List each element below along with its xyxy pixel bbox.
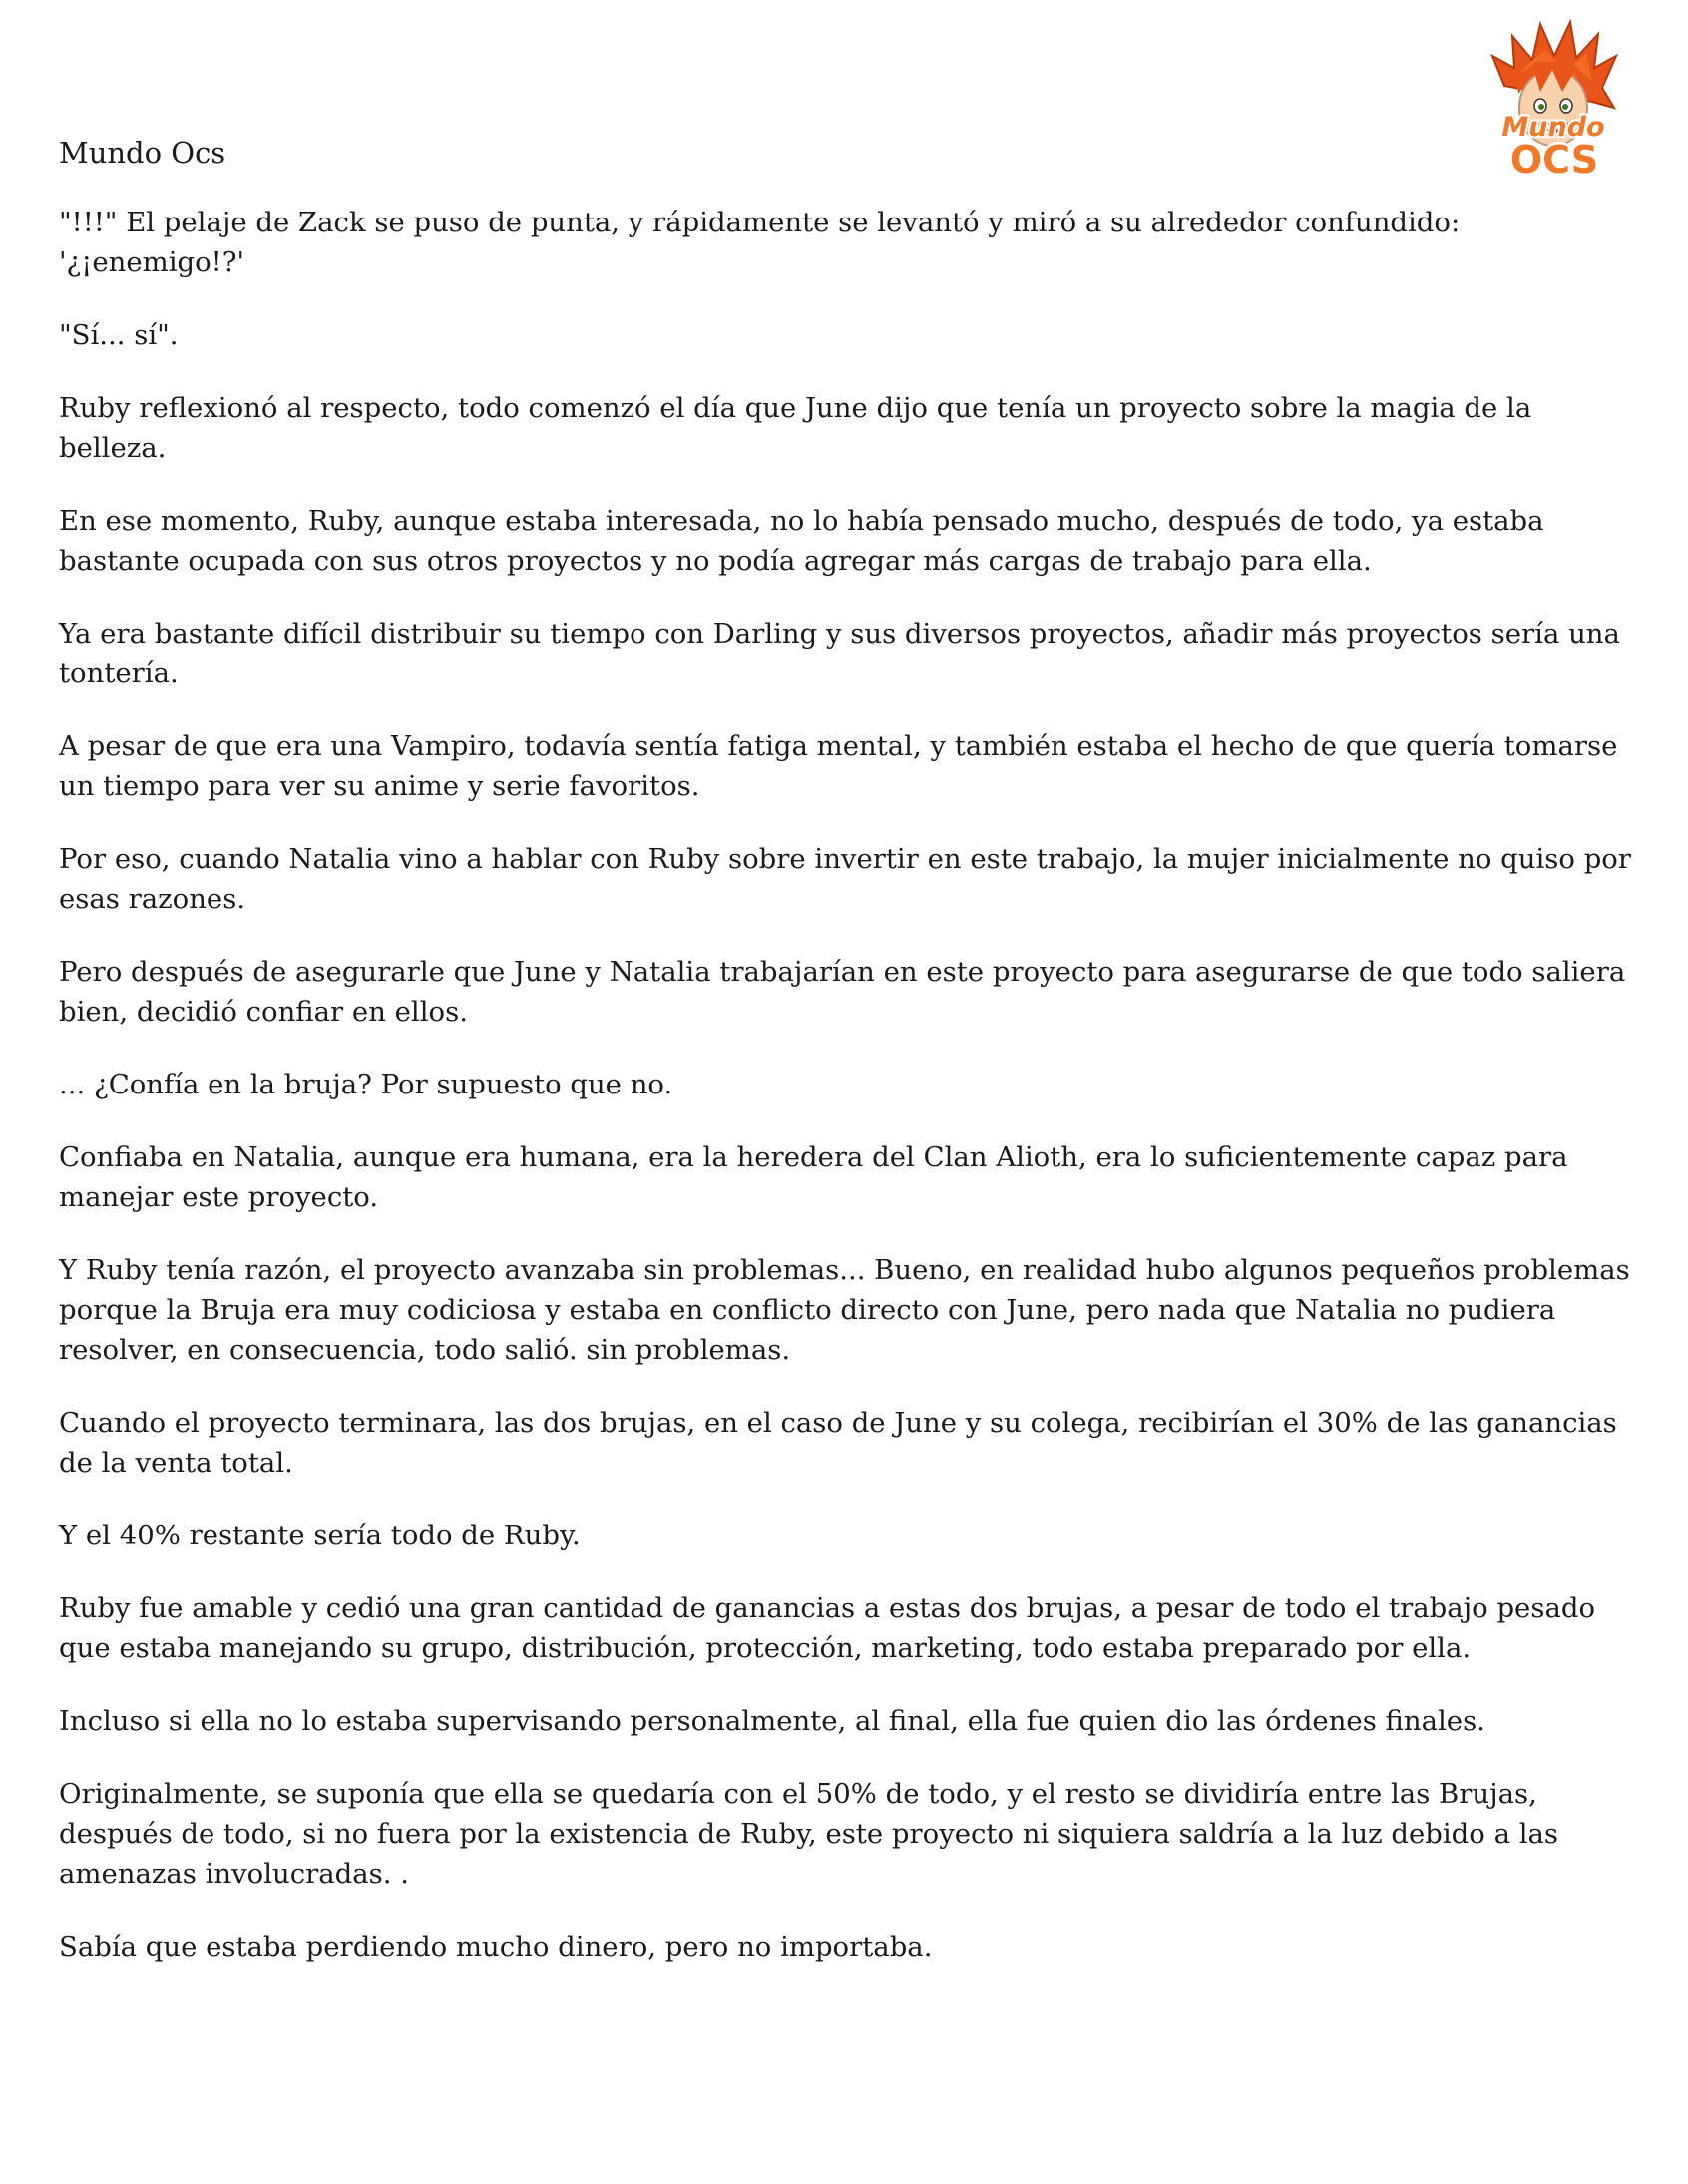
paragraph: Pero después de asegurarle que June y Natalia trabajarían en este proyecto para asegurarse de que todo saliera bien, decidió confiar en ellos. [59,956,1626,1028]
document-body [59,203,1645,1999]
svg-text:Mundo: Mundo [1501,112,1605,143]
svg-text:OCS: OCS [1509,138,1599,182]
paragraph: Y Ruby tenía razón, el proyecto avanzaba sin problemas... Bueno, en realidad hubo algunos pequeños problemas porque la Bruja era muy codiciosa y estaba en conflicto directo con June, pero nada que Natalia no pudiera resolver, en consecuencia, todo salió. sin problemas. [59,1254,1630,1366]
mundo-ocs-logo [1475,16,1632,184]
paragraph: Ya era bastante difícil distribuir su tiempo con Darling y sus diversos proyectos, añadir más proyectos sería una tontería. [59,618,1620,689]
paragraph: "!!!" El pelaje de Zack se puso de punta, y rápidamente se levantó y miró a su alrededor confundido: '¿¡enemigo!?' [59,207,1461,278]
paragraph: Originalmente, se suponía que ella se quedaría con el 50% de todo, y el resto se dividiría entre las Brujas, después de todo, si no fuera por la existencia de Ruby, este proyecto ni siquiera saldría a la luz debido a las amenazas involucradas. . [59,1778,1559,1890]
paragraph: Por eso, cuando Natalia vino a hablar con Ruby sobre invertir en este trabajo, la mujer inicialmente no quiso por esas razones. [59,843,1632,915]
document-title: Mundo Ocs [59,136,226,170]
paragraph: A pesar de que era una Vampiro, todavía sentía fatiga mental, y también estaba el hecho de que quería tomarse un tiempo para ver su anime y serie favoritos. [59,730,1618,802]
paragraph: Incluso si ella no lo estaba supervisando personalmente, al final, ella fue quien dio las órdenes finales. [59,1705,1485,1737]
paragraph: "Sí... sí". [59,319,179,351]
paragraph: Ruby reflexionó al respecto, todo comenzó el día que June dijo que tenía un proyecto sobre la magia de la belleza. [59,392,1532,464]
paragraph: ... ¿Confía en la bruja? Por supuesto que no. [59,1069,673,1100]
paragraph: En ese momento, Ruby, aunque estaba interesada, no lo había pensado mucho, después de todo, ya estaba bastante ocupada con sus otros proyectos y no podía agregar más cargas de trabajo para ella. [59,505,1544,577]
paragraph: Confiaba en Natalia, aunque era humana, era la heredera del Clan Alioth, era lo suficientemente capaz para manejar este proyecto. [59,1141,1568,1213]
paragraph: Ruby fue amable y cedió una gran cantidad de ganancias a estas dos brujas, a pesar de todo el trabajo pesado que estaba manejando su grupo, distribución, protección, marketing, todo estaba preparado por ella. [59,1592,1595,1664]
paragraph: Y el 40% restante sería todo de Ruby. [59,1520,581,1551]
paragraph: Cuando el proyecto terminara, las dos brujas, en el caso de June y su colega, recibirían el 30% de las ganancias de la venta total. [59,1407,1617,1479]
paragraph: Sabía que estaba perdiendo mucho dinero, pero no importaba. [59,1931,933,1963]
